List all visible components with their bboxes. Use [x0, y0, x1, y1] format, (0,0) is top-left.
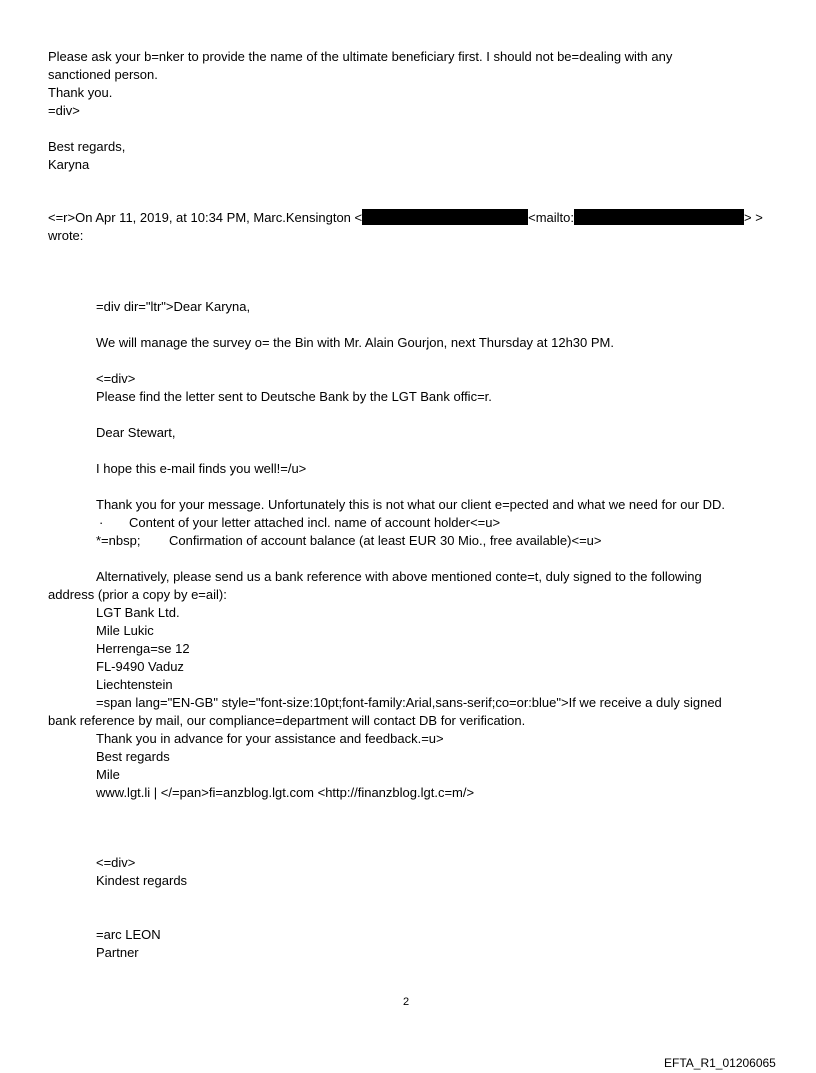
quote-header-mailto: <mailto: — [528, 210, 575, 225]
quote-line: Alternatively, please send us a bank reference with above mentioned conte=t, duly signed to the following — [96, 569, 702, 584]
quote-header-prefix: <=r>On Apr 11, 2019, at 10:34 PM, Marc.Kensington < — [48, 210, 363, 225]
body-line: Thank you. — [48, 85, 113, 100]
quote-line: =span lang="EN-GB" style="font-size:10pt;font-family:Arial,sans-serif;co=or:blue">If we receive a duly signed — [96, 695, 722, 710]
quote-line: Best regards — [96, 749, 170, 764]
body-line: sanctioned person. — [48, 67, 158, 82]
quote-header — [48, 209, 763, 227]
redaction-block — [574, 209, 744, 225]
quote-line: Mile — [96, 767, 120, 782]
address-line: LGT Bank Ltd. — [96, 605, 180, 620]
signoff-name: Karyna — [48, 157, 90, 172]
quote-line: www.lgt.li | </=pan>fi=anzblog.lgt.com <http://finanzblog.lgt.c=m/> — [96, 785, 475, 800]
redaction-block — [362, 209, 528, 225]
body-line: Please ask your b=nker to provide the name of the ultimate beneficiary first. I should not be=dealing with any — [48, 49, 673, 64]
quote-header-end: > > — [744, 210, 763, 225]
quote-line: I hope this e-mail finds you well!=/u> — [96, 461, 307, 476]
address-line: Liechtenstein — [96, 677, 173, 692]
bullet-marker: · — [99, 515, 104, 530]
quote-line: bank reference by mail, our compliance=department will contact DB for verification. — [48, 713, 526, 728]
body-line: =div> — [48, 103, 80, 118]
quote-line: Partner — [96, 945, 139, 960]
quote-line: <=div> — [96, 855, 136, 870]
quote-line: Please find the letter sent to Deutsche Bank by the LGT Bank offic=r. — [96, 389, 492, 404]
quote-line: address (prior a copy by e=ail): — [48, 587, 227, 602]
quote-line: Dear Stewart, — [96, 425, 176, 440]
address-line: FL-9490 Vaduz — [96, 659, 184, 674]
signoff-line: Best regards, — [48, 139, 126, 154]
bullet-marker: *=nbsp; — [96, 533, 141, 548]
page-number: 2 — [403, 996, 410, 1008]
bullet-text: Content of your letter attached incl. name of account holder<=u> — [129, 515, 501, 530]
quote-line: =div dir="ltr">Dear Karyna, — [96, 299, 251, 314]
quote-line: Thank you in advance for your assistance and feedback.=u> — [96, 731, 444, 746]
quote-line: Thank you for your message. Unfortunately this is not what our client e=pected and what we need for our DD. — [96, 497, 726, 512]
address-line: Herrenga=se 12 — [96, 641, 190, 656]
quote-line: We will manage the survey o= the Bin with Mr. Alain Gourjon, next Thursday at 12h30 PM. — [96, 335, 614, 350]
quote-line: <=div> — [96, 371, 136, 386]
quote-line: Kindest regards — [96, 873, 188, 888]
quote-header-wrote: wrote: — [48, 228, 84, 243]
bullet-text: Confirmation of account balance (at least EUR 30 Mio., free available)<=u> — [169, 533, 602, 548]
document-id: EFTA_R1_01206065 — [664, 1056, 776, 1070]
address-line: Mile Lukic — [96, 623, 154, 638]
quote-line: =arc LEON — [96, 927, 161, 942]
